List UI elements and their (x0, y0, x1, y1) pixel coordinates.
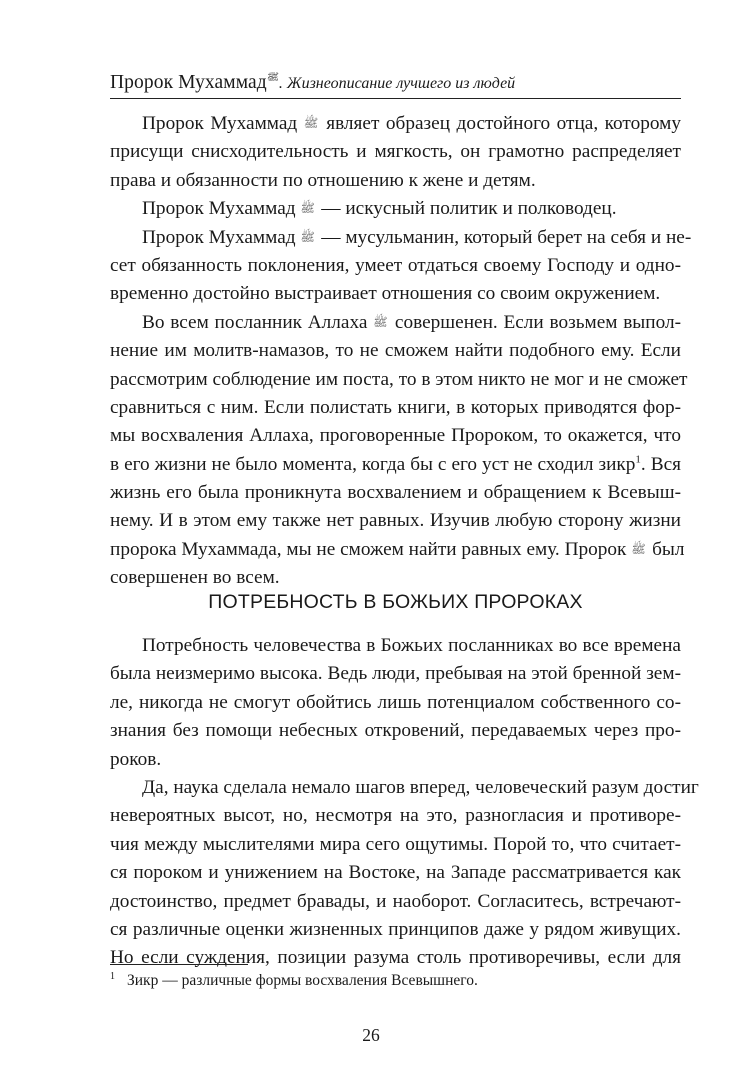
line-text-continued: — мусульманин, который берет на себя и не- (316, 226, 692, 248)
line-text: Пророк Мухаммад (142, 198, 301, 220)
line-text: присущи снисходительность и мягкость, он грамотно распределяет (110, 141, 681, 163)
text-line (110, 337, 681, 365)
running-head-title: Пророк Мухаммад (110, 72, 267, 93)
body-text-section-2 (110, 632, 699, 973)
line-text: роков. (110, 748, 162, 770)
running-head-honorific: ﷺ (266, 72, 279, 83)
honorific-glyph: ﷺ (300, 201, 315, 216)
section-heading: ПОТРЕБНОСТЬ В БОЖЬИХ ПРОРОКАХ (208, 591, 583, 613)
line-text: в его жизни не было момента, когда бы с его уст не сходил зикр (110, 453, 636, 475)
text-line (110, 224, 692, 252)
text-line (110, 422, 681, 450)
text-line (110, 280, 681, 308)
text-line (110, 451, 681, 479)
text-line (110, 831, 681, 859)
text-line (110, 689, 681, 717)
text-line (110, 366, 688, 394)
line-text: сравниться с ним. Если полистать книги, в которых приводятся фор- (110, 396, 681, 418)
line-text: рассмотрим соблюдение им поста, то в этом никто не мог и не сможет (110, 368, 688, 390)
honorific-glyph: ﷺ (631, 541, 646, 556)
line-text-continued: . Вся (640, 453, 681, 475)
line-text: достоинство, предмет бравады, и наоборот. Согласитесь, встречают- (110, 890, 681, 912)
body-text-section-1 (110, 110, 692, 593)
text-line (110, 859, 681, 887)
honorific-glyph: ﷺ (300, 229, 315, 244)
line-text: сет обязанность поклонения, умеет отдаться своему Господу и одно- (110, 254, 681, 276)
line-text-continued: был (647, 538, 685, 560)
text-line (110, 479, 681, 507)
line-text: ся различные оценки жизненных принципов даже у рядом живущих. (110, 918, 681, 940)
line-text: Да, наука сделала немало шагов вперед, человеческий разум достиг (142, 776, 699, 798)
footnote-number: 1 (110, 971, 115, 982)
line-text-continued: совершенен. Если возьмем выпол- (389, 311, 681, 333)
text-line (110, 394, 681, 422)
text-line (110, 309, 681, 337)
text-line (110, 110, 681, 138)
text-line (110, 717, 681, 745)
page-number: 26 (362, 1025, 380, 1045)
text-line (110, 916, 681, 944)
text-line (110, 536, 685, 564)
text-line (110, 564, 681, 592)
line-text: Но если суждения, позиции разума столь противоречивы, если для (110, 947, 681, 969)
footnote-divider (110, 964, 248, 965)
line-text: была неизмеримо высока. Ведь люди, пребывая на этой бренной зем- (110, 663, 681, 685)
line-text: пророка Мухаммада, мы не сможем найти равных ему. Пророк (110, 538, 632, 560)
text-line (110, 802, 681, 830)
running-head-subtitle: . Жизнеописание лучшего из людей (278, 75, 516, 92)
line-text: нение им молитв-намазов, то не сможем найти подобного ему. Если (110, 340, 681, 362)
line-text: ле, никогда не смогут обойтись лишь потенциалом собственного со- (110, 691, 681, 713)
text-line (110, 195, 681, 223)
line-text: жизнь его была проникнута восхвалением и обращением к Всевыш- (110, 482, 681, 504)
line-text-continued: являет образец достойного отца, которому (319, 113, 681, 134)
line-text-continued: — искусный политик и полководец. (316, 198, 617, 220)
text-line (110, 632, 681, 660)
text-line (110, 167, 681, 195)
text-line (110, 888, 681, 916)
text-line (110, 944, 681, 972)
footnote (110, 972, 681, 990)
text-line (110, 774, 699, 802)
honorific-glyph: ﷺ (303, 116, 319, 130)
line-text: Во всем посланник Аллаха (142, 311, 374, 333)
line-text: чия между мыслителями мира сего ощутимы. Порой то, что считает- (110, 833, 681, 855)
line-text: совершенен во всем. (110, 567, 280, 589)
text-line (110, 746, 681, 774)
line-text: невероятных высот, но, несмотря на это, разногласия и противоре- (110, 805, 681, 827)
text-line (110, 138, 681, 166)
line-text: ся пороком и унижением на Востоке, на Западе рассматривается как (110, 862, 681, 884)
line-text: временно достойно выстраивает отношения со своим окружением. (110, 283, 661, 305)
footnote-marker: 1 (635, 453, 641, 466)
line-text: нему. И в этом ему также нет равных. Изучив любую сторону жизни (110, 510, 681, 532)
line-text: Пророк Мухаммад (142, 113, 304, 134)
text-line (110, 660, 681, 688)
line-text: Пророк Мухаммад (142, 226, 301, 248)
line-text: права и обязанности по отношению к жене и детям. (110, 169, 536, 191)
running-head (110, 72, 681, 99)
text-line (110, 507, 681, 535)
line-text: знания без помощи небесных откровений, передаваемых через про- (110, 720, 681, 742)
line-text: Потребность человечества в Божьих посланниках во все времена (142, 635, 681, 656)
line-text: мы восхваления Аллаха, проговоренные Пророком, то окажется, что (110, 425, 681, 447)
footnote-text: Зикр — различные формы восхваления Всевышнего. (127, 972, 478, 989)
honorific-glyph: ﷺ (373, 314, 388, 329)
text-line (110, 252, 681, 280)
